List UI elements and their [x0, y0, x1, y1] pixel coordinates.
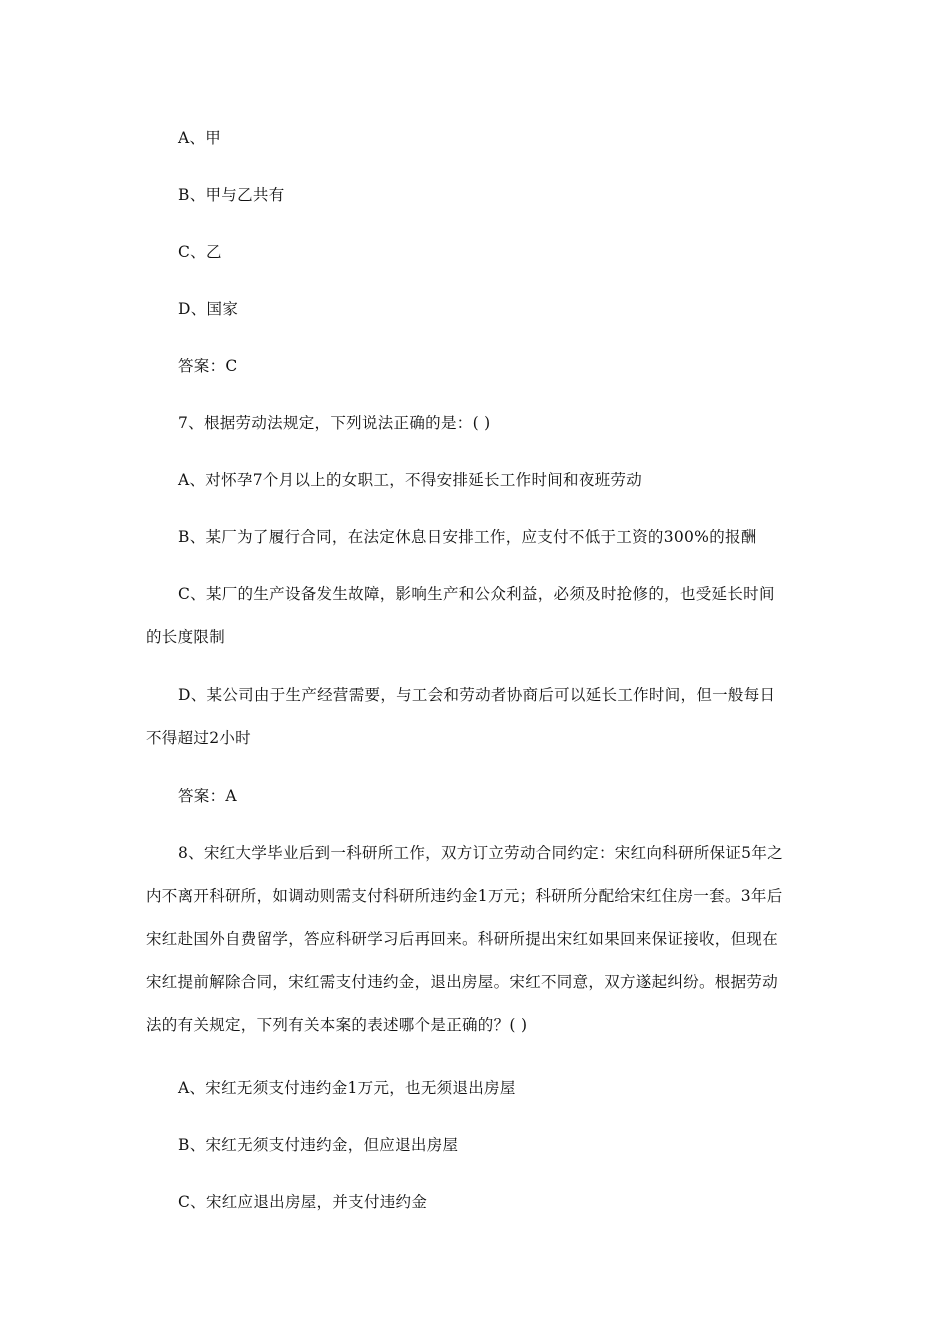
q8-option-c: C、宋红应退出房屋，并支付违约金 — [178, 1193, 428, 1211]
q6-option-d: D、国家 — [178, 300, 239, 318]
q7-option-d-line1: D、某公司由于生产经营需要，与工会和劳动者协商后可以延长工作时间，但一般每日 — [178, 686, 776, 704]
q8-option-b: B、宋红无须支付违约金，但应退出房屋 — [178, 1136, 459, 1154]
q8-question-line2: 内不离开科研所，如调动则需支付科研所违约金1万元；科研所分配给宋红住房一套。3年后 — [146, 887, 783, 905]
q7-option-c-line1: C、某厂的生产设备发生故障，影响生产和公众利益，必须及时抢修的，也受延长时间 — [178, 585, 775, 603]
q8-option-a: A、宋红无须支付违约金1万元，也无须退出房屋 — [178, 1079, 516, 1097]
q7-answer: 答案：A — [178, 787, 237, 805]
q6-option-c: C、乙 — [178, 243, 222, 261]
q8-question-line3: 宋红赴国外自费留学，答应科研学习后再回来。科研所提出宋红如果回来保证接收，但现在 — [146, 930, 779, 948]
q7-option-b: B、某厂为了履行合同，在法定休息日安排工作，应支付不低于工资的300%的报酬 — [178, 528, 757, 546]
q7-option-c-line2: 的长度限制 — [146, 628, 226, 646]
q6-answer: 答案：C — [178, 357, 238, 375]
q6-option-b: B、甲与乙共有 — [178, 186, 285, 204]
q6-option-a: A、甲 — [178, 129, 222, 147]
q8-question-line1: 8、宋红大学毕业后到一科研所工作，双方订立劳动合同约定：宋红向科研所保证5年之 — [178, 844, 783, 862]
q8-question-line4: 宋红提前解除合同，宋红需支付违约金，退出房屋。宋红不同意，双方遂起纠纷。根据劳动 — [146, 973, 779, 991]
q7-option-d-line2: 不得超过2小时 — [146, 729, 251, 747]
q8-question-line5: 法的有关规定，下列有关本案的表述哪个是正确的？( ) — [146, 1016, 528, 1034]
q7-question: 7、根据劳动法规定，下列说法正确的是：( ) — [178, 414, 491, 432]
q7-option-a: A、对怀孕7个月以上的女职工，不得安排延长工作时间和夜班劳动 — [178, 471, 643, 489]
